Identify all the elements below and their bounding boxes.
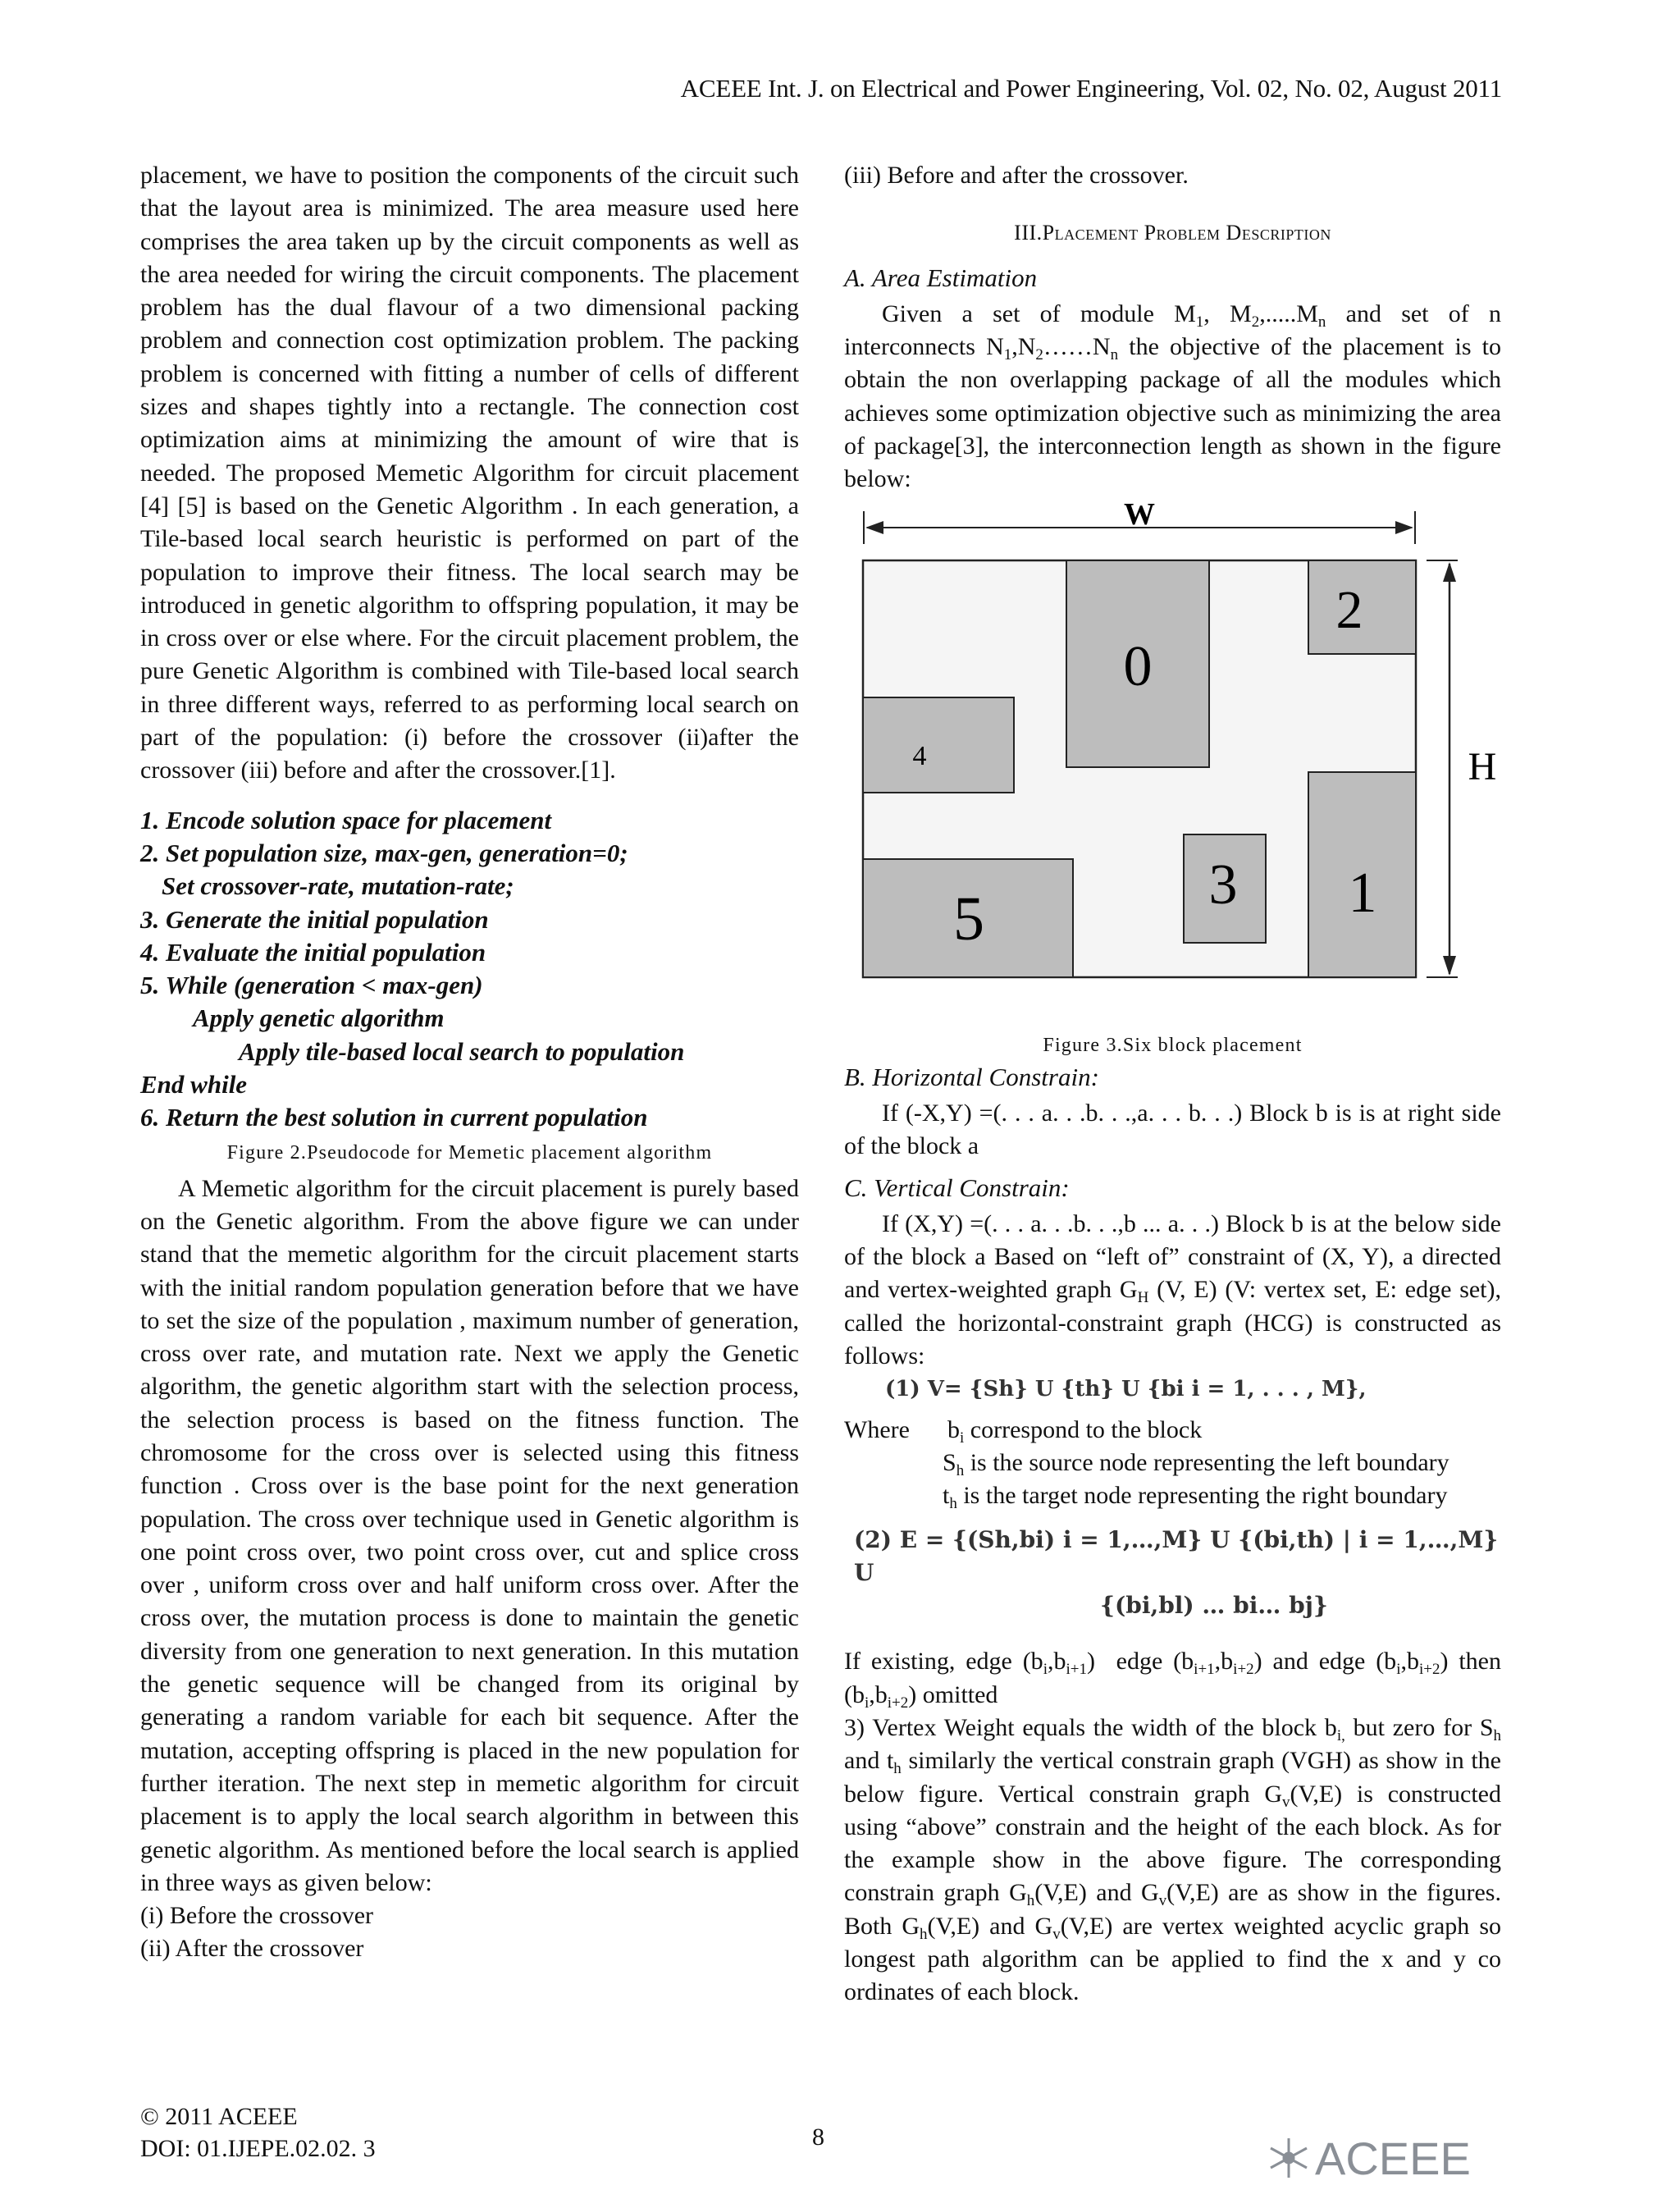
pseudocode-line: 3. Generate the initial population bbox=[140, 904, 489, 934]
page-number: 8 bbox=[812, 2124, 824, 2151]
right-column bbox=[844, 159, 1501, 2009]
formula-1: (1) V= {Sh} U {th} U {bi i = 1, . . . , M}, bbox=[885, 1377, 1367, 1402]
subsection-b-heading: B. Horizontal Constrain: bbox=[844, 1062, 1099, 1091]
left-column bbox=[140, 159, 799, 1966]
vertical-constrain-paragraph: If (X,Y) =(. . . a. . .b. . .,b ... a. . .) Block b is at the below side of the block a Based on “left of” constraint of (X, Y), a directed and vertex-weighted graph $G_H$ (V, E) (V: vertex set, E: edge set), called the horizontal-constraint graph (HCG) is constructed as follows: bbox=[844, 1209, 1502, 1370]
block-0-label: 0 bbox=[1123, 634, 1153, 698]
block-4-label: 4 bbox=[912, 740, 927, 771]
placement-diagram bbox=[844, 496, 1501, 1020]
memetic-paragraph: A Memetic algorithm for the circuit placement is purely based on the Genetic algorithm. From the above figure we can under stand that the memetic algorithm for the circuit placement starts with the initial random population generation before that we have to set the size of the population , maximum number of generation, cross over rate, and mutation rate. Next we apply the Genetic algorithm, the genetic algorithm start with the selection process, the selection process is based on the fitness function. The chromosome for the cross over is selected using this fitness function . Cross over is the base point for the next generation population. The cross over technique used in Genetic algorithm is one point cross over, two point cross over, cut and splice cross over , uniform cross over and half uniform cross over. After the cross over, the mutation process is done to maintain the genetic diversity from one generation to next generation. In this mutation the genetic sequence will be changed from its original by generating a random variable for each bit sequence. After the mutation, accepting offspring is placed in the new population for further iteration. The next step in memetic algorithm for circuit placement is to apply the local search algorithm in between this genetic algorithm. As mentioned before the local search is applied in three ways as given below: bbox=[140, 1174, 799, 1896]
intro-paragraph: placement, we have to position the components of the circuit such that the layout area is minimized. The area measure used here comprises the area taken up by the circuit components as well as the area needed for wiring the circuit components. The placement problem has the dual flavour of a two dimensional packing problem and connection cost optimization problem. The packing problem is concerned with fitting a number of cells of different sizes and shapes tightly into a rectangle. The connection cost optimization aims at minimizing the amount of wire that is needed. The proposed Memetic Algorithm for circuit placement [4] [5] is based on the Genetic Algorithm . In each generation, a Tile-based local search heuristic is performed on part of the population to improve their fitness. The local search may be introduced in genetic algorithm to offspring population, it may be in cross over or else where. For the circuit placement problem, the pure Genetic Algorithm is combined with Tile-based local search in three different ways, referred to as performing local search on part of the population: (i) before the crossover (ii)after the crossover (iii) before and after the crossover.[1]. bbox=[140, 162, 799, 784]
figure-2-caption: Figure 2.Pseudocode for Memetic placement algorithm bbox=[226, 1141, 713, 1164]
list-item: (i) Before the crossover bbox=[140, 1902, 374, 1930]
subsection-a-heading: A. Area Estimation bbox=[844, 263, 1038, 292]
section-title: Placement Problem Description bbox=[1042, 221, 1331, 245]
where-label: Where bbox=[844, 1416, 910, 1444]
doi: DOI: 01.IJEPE.02.02. 3 bbox=[140, 2135, 376, 2162]
pseudocode-line: End while bbox=[140, 1070, 248, 1100]
pseudocode-block bbox=[140, 804, 799, 1135]
logo-star-icon bbox=[1264, 2133, 1502, 2183]
pseudocode-line: Apply tile-based local search to population bbox=[239, 1036, 685, 1066]
logo-text: ACEEE bbox=[1315, 2133, 1471, 2183]
area-estimation-paragraph: Given a set of module $M_1$, $M_2,.....M_n$ and set of n interconnects $N_1,N_2\dots\dots N_n$ the objective of the placement is to obtain the non overlapping package of all the modules which achieves some optimization objective such as minimizing the area of package[3], the interconnection length as shown in the figure below: bbox=[844, 299, 1501, 493]
list-item: (ii) After the crossover bbox=[140, 1935, 364, 1963]
pseudocode-line: Apply genetic algorithm bbox=[193, 1003, 445, 1033]
formula-2: (2) E = {(Sh,bi) i = 1,…,M} U {(bi,th) | i = 1,…,M} U {(bi,bl) … bi… bj} bbox=[854, 1526, 1499, 1620]
vertex-weight-paragraph: 3) Vertex Weight equals the width of the block $b_{i,}$ but zero for $S_h$ and $t_h$ similarly the vertical constrain graph (VGH) as show in the below figure. Vertical constrain graph $G_v(V,E)$ is constructed using “above” constrain and the height of the each block. As for the example show in the above figure. The corresponding constrain graph $G_h(V,E)$ and $G_v(V,E)$ are as show in the figures. Both $G_h(V,E)$ and $G_v(V,E)$ are vertex weighted acyclic graph so longest path algorithm can be applied to find the x and y co ordinates of each block. bbox=[844, 1713, 1502, 2006]
section-number: III. bbox=[1014, 221, 1043, 245]
copyright: © 2011 ACEEE bbox=[140, 2103, 298, 2130]
six-block-placement-figure bbox=[844, 496, 1501, 1061]
pseudocode-line: 6. Return the best solution in current population bbox=[140, 1103, 648, 1132]
subsection-c-heading: C. Vertical Constrain: bbox=[844, 1173, 1070, 1202]
block-2-label: 2 bbox=[1335, 579, 1363, 640]
where-block: Where $b_i$ correspond to the block $S_h$ is the source node representing the left boundary $t_h$ is the target node representing the right boundary bbox=[844, 1414, 1501, 1514]
pseudocode-line: 1. Encode solution space for placement bbox=[140, 805, 552, 834]
pseudocode-line: Set crossover-rate, mutation-rate; bbox=[162, 871, 514, 901]
journal-header: ACEEE Int. J. on Electrical and Power Engineering, Vol. 02, No. 02, August 2011 bbox=[680, 74, 1502, 103]
height-label: H bbox=[1468, 744, 1497, 789]
edge-paragraph: If existing, edge $(b_i,b_{i+1})$ edge $(b_{i+1},b_{i+2})$ and edge $(b_i,b_{i+2})$ then $(b_i,b_{i+2})$ omitted bbox=[844, 1648, 1501, 1712]
pseudocode-line: 5. While (generation < max-gen) bbox=[140, 971, 483, 1000]
block-5-label: 5 bbox=[953, 884, 984, 953]
block-4 bbox=[863, 697, 1014, 793]
figure-3-caption: Figure 3.Six block placement bbox=[1043, 1034, 1303, 1056]
pseudocode-line: 4. Evaluate the initial population bbox=[140, 937, 486, 967]
pseudocode-line: 2. Set population size, max-gen, generation=0; bbox=[140, 838, 628, 867]
list-item: (iii) Before and after the crossover. bbox=[844, 162, 1189, 189]
width-label: W bbox=[1124, 496, 1155, 532]
block-1-label: 1 bbox=[1348, 861, 1377, 925]
aceee-logo bbox=[1264, 2133, 1502, 2199]
horizontal-constrain-paragraph: If (-X,Y) =(. . . a. . .b. . .,a. . . b. . .) Block b is is at right side of the block a bbox=[844, 1099, 1501, 1160]
footer-left bbox=[140, 2101, 376, 2165]
section-heading bbox=[844, 217, 1501, 249]
block-3-label: 3 bbox=[1208, 853, 1238, 917]
